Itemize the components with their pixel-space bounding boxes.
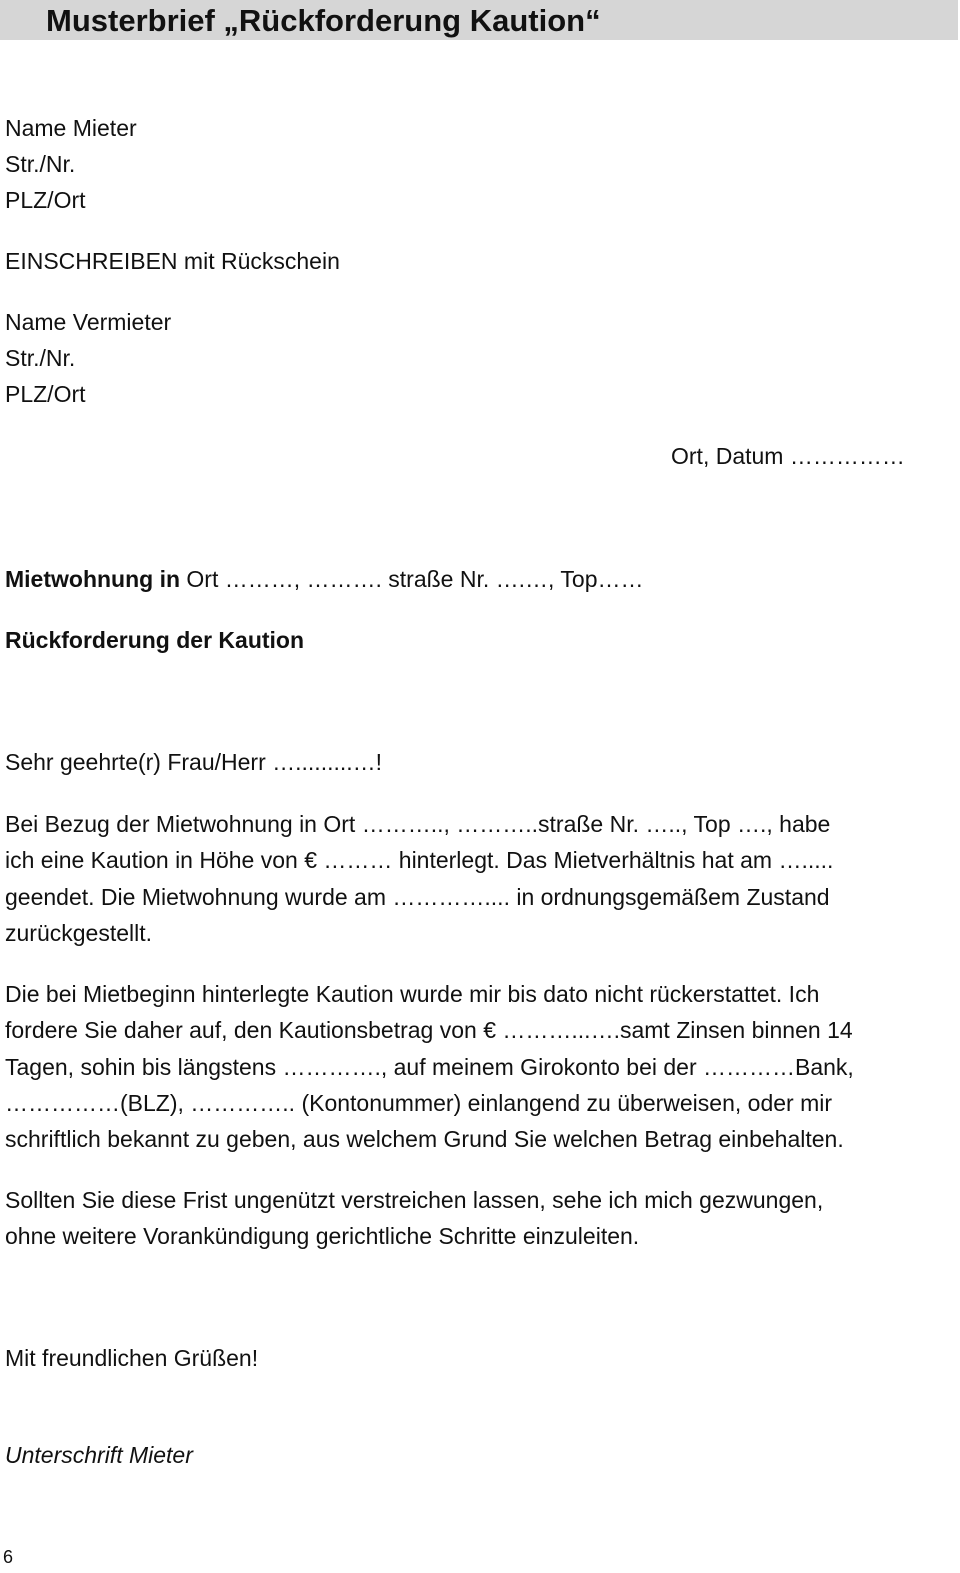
closing-greeting: Mit freundlichen Grüßen! [5,1345,259,1371]
paragraph2-line-3: Tagen, sohin bis längstens …………., auf meinem Girokonto bei der …………Bank, [5,1053,854,1080]
page-number: 6 [3,1547,14,1567]
paragraph-deadline-warning [5,1182,945,1255]
paragraph3-line-1: Sollten Sie diese Frist ungenützt verstreichen lassen, sehe ich mich gezwungen, [5,1187,824,1213]
paragraph-deposit-details [5,806,945,951]
place-date-line: Ort, Datum …………… [671,443,905,469]
sender-name: Name Mieter [5,115,137,141]
paragraph-refund-request [5,976,945,1157]
subject-line-1 [5,566,644,593]
paragraph1-line-1: Bei Bezug der Mietwohnung in Ort ……….., ………..straße Nr. ….., Top …., habe [5,811,831,837]
paragraph2-line-5: schriftlich bekannt zu geben, aus welchem Grund Sie welchen Betrag einbehalten. [5,1126,844,1153]
sender-city: PLZ/Ort [5,187,86,213]
paragraph2-line-4: ……………(BLZ), ………….. (Kontonummer) einlangend zu überweisen, oder mir [5,1089,833,1116]
paragraph3-line-2: ohne weitere Vorankündigung gerichtliche Schritte einzuleiten. [5,1223,640,1250]
salutation: Sehr geehrte(r) Frau/Herr ….........…! [5,749,383,775]
recipient-name: Name Vermieter [5,309,172,335]
paragraph1-line-4: zurückgestellt. [5,919,153,946]
mail-type: EINSCHREIBEN mit Rückschein [5,248,340,274]
subject-line-2: Rückforderung der Kaution [5,627,305,653]
paragraph1-line-3: geendet. Die Mietwohnung wurde am ………….... in ordnungsgemäßem Zustand [5,883,830,910]
subject-address: Ort ………, ………. straße Nr. ….…, Top…… [186,566,644,592]
paragraph1-line-2: ich eine Kaution in Höhe von € ……… hinterlegt. Das Mietverhältnis hat am …..... [5,847,834,874]
paragraph2-line-1: Die bei Mietbeginn hinterlegte Kaution wurde mir bis dato nicht rückerstattet. Ich [5,981,820,1007]
sender-street: Str./Nr. [5,151,76,177]
document-title: Musterbrief „Rückforderung Kaution“ [46,3,601,38]
recipient-street: Str./Nr. [5,345,76,371]
signature-placeholder: Unterschrift Mieter [5,1442,193,1468]
recipient-city: PLZ/Ort [5,381,86,407]
subject-bold-prefix: Mietwohnung in [5,566,187,592]
paragraph2-line-2: fordere Sie daher auf, den Kautionsbetrag von € ………...….samt Zinsen binnen 14 [5,1017,853,1044]
